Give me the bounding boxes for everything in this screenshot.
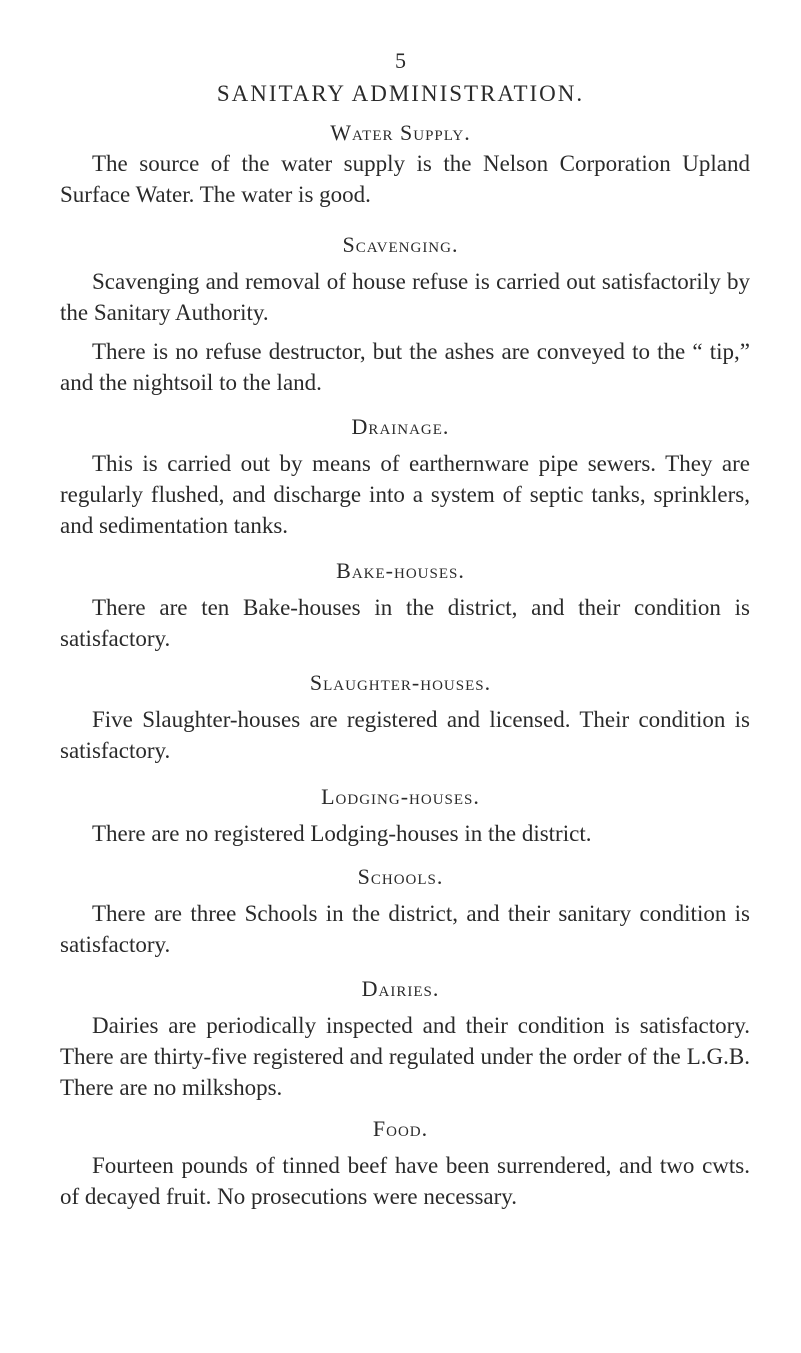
section-heading-lodging-houses: Lodging-houses. xyxy=(321,784,480,809)
paragraph-slaughter-houses: Five Slaughter-houses are registered and licensed. Their condition is satisfactory. xyxy=(60,707,750,763)
paragraph-dairies: Dairies are periodically inspected and their condition is satisfactory. There are thirty-five registered and regulated under the order of the L.G.B. There are no milkshops. xyxy=(60,1013,750,1100)
section-heading-dairies: Dairies. xyxy=(361,976,440,1001)
section-heading-slaughter-houses: Slaughter-houses. xyxy=(309,670,492,695)
paragraph-scavenging-destructor: There is no refuse destructor, but the ashes are conveyed to the “ tip,” and the nightsoil to the land. xyxy=(60,339,750,395)
section-heading-drainage: Drainage. xyxy=(351,414,450,439)
section-heading-water-supply: Water Supply. xyxy=(330,120,471,145)
paragraph-scavenging-removal: Scavenging and removal of house refuse is carried out satisfactorily by the Sanitary Authority. xyxy=(60,269,750,325)
document-title: SANITARY ADMINISTRATION. xyxy=(216,81,585,106)
section-heading-bake-houses: Bake-houses. xyxy=(336,558,465,583)
page-number: 5 xyxy=(395,48,406,73)
paragraph-schools: There are three Schools in the district, and their sanitary condition is satisfactory. xyxy=(60,901,750,957)
section-heading-food: Food. xyxy=(372,1116,429,1141)
paragraph-food: Fourteen pounds of tinned beef have been surrendered, and two cwts. of decayed fruit. No prosecutions were necessary. xyxy=(60,1153,750,1209)
paragraph-bake-houses: There are ten Bake-houses in the district, and their condition is satisfactory. xyxy=(60,595,750,651)
section-heading-schools: Schools. xyxy=(357,864,444,889)
paragraph-drainage: This is carried out by means of earthernware pipe sewers. They are regularly flushed, and discharge into a system of septic tanks, sprinklers, and sedimentation tanks. xyxy=(60,451,750,538)
section-heading-scavenging: Scavenging. xyxy=(342,232,459,257)
paragraph-water-supply: The source of the water supply is the Nelson Corporation Upland Surface Water. The water is good. xyxy=(60,151,750,207)
paragraph-lodging-houses: There are no registered Lodging-houses in the district. xyxy=(92,821,592,846)
